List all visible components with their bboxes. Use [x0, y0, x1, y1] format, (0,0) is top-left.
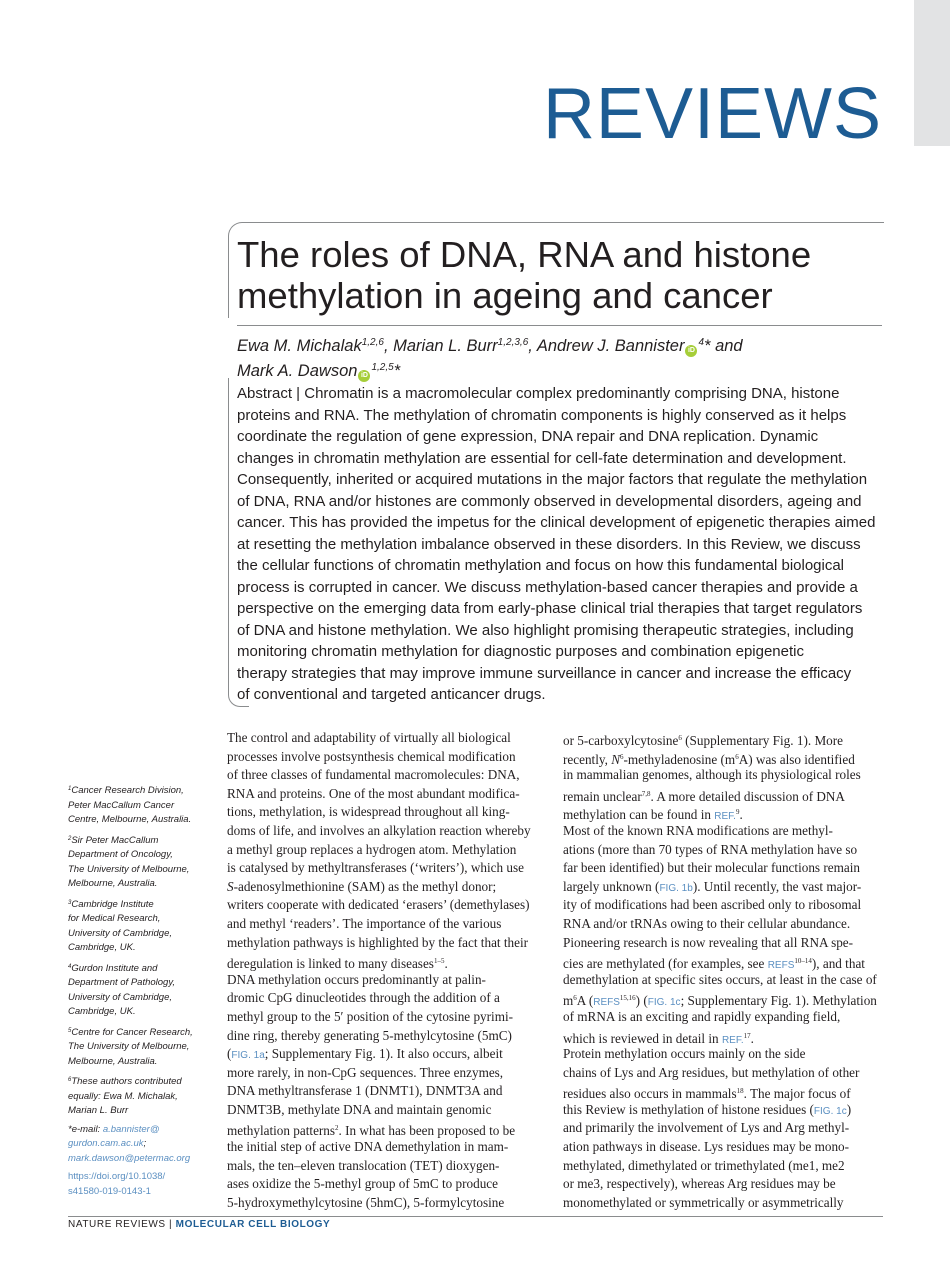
body-text: remain unclear [563, 788, 642, 804]
affiliation-line [68, 991, 213, 1006]
orcid-icon[interactable]: iD [358, 370, 370, 382]
doi-line[interactable]: s41580-019-0143-1 [68, 1185, 151, 1197]
affiliation-line [68, 832, 213, 849]
page-footer [68, 1219, 330, 1230]
affiliation-marker: 1,2,6 [361, 337, 384, 348]
figure-reference-link[interactable]: FIG. 1c [647, 997, 681, 1009]
body-line [563, 878, 883, 897]
body-line [227, 1119, 547, 1138]
figure-reference-link[interactable]: FIG. 1a [231, 1050, 265, 1062]
body-line [227, 785, 547, 804]
body-text: largely unknown ( [563, 878, 660, 894]
body-text: ation pathways in disease. Lys residues may be mono- [563, 1139, 850, 1155]
body-text: RNA and proteins. One of the most abundant modifica- [227, 785, 520, 801]
affiliation-number: 3 [68, 899, 72, 906]
body-line [227, 1138, 547, 1157]
affiliation-text: Cambridge Institute [71, 898, 154, 910]
affiliation-line [68, 976, 213, 991]
body-column-right [563, 729, 883, 1212]
body-text: . In what has been proposed to be [338, 1123, 516, 1139]
affiliation [68, 832, 213, 892]
body-text: the initial step of active DNA demethylation in mam- [227, 1139, 509, 1155]
body-text: m [563, 993, 574, 1009]
citation-superscript: 2 [335, 1124, 339, 1133]
title-divider [237, 325, 882, 326]
affiliation-line [68, 782, 213, 799]
body-line [227, 1008, 547, 1027]
body-text: is catalysed by methyltransferases (‘writers’), which use [227, 860, 524, 876]
body-text: . [739, 807, 743, 823]
body-text: dromic CpG dinucleotides through the addition of a [227, 990, 500, 1006]
body-line [563, 1175, 883, 1194]
email-separator: ; [143, 1138, 147, 1149]
body-text: ) ( [635, 993, 648, 1009]
affiliation-line [68, 813, 213, 828]
affiliation-text: Cambridge, UK. [68, 942, 136, 953]
email-link[interactable]: gurdon.cam.ac.uk [68, 1138, 144, 1149]
author-name: Marian L. Burr [393, 337, 498, 355]
affiliation-text: Peter MacCallum Cancer [68, 799, 175, 811]
affiliation-line [68, 848, 213, 863]
affiliation-line [68, 877, 213, 892]
body-text: cies are methylated (for examples, see [563, 956, 768, 972]
body-line [227, 1194, 547, 1213]
affiliation-line [68, 896, 213, 913]
body-line [563, 822, 883, 841]
body-text: chains of Lys and Arg residues, but methylation of other [563, 1064, 860, 1080]
body-line [563, 952, 883, 971]
body-text: The control and adaptability of virtually all biological [227, 730, 511, 745]
citation-superscript: 18 [736, 1087, 744, 1096]
body-text: or me3, respectively), whereas Arg residues may be [563, 1176, 836, 1192]
author-name: Mark A. Dawson [237, 362, 358, 380]
affiliation-line [68, 941, 213, 956]
affiliation-line [68, 927, 213, 942]
body-text: writers cooperate with dedicated ‘erasers’ (demethylases) [227, 897, 530, 913]
body-line [227, 934, 547, 953]
figure-reference-link[interactable]: REF. [721, 1034, 744, 1046]
body-text: methylation can be found in [563, 807, 715, 823]
correspondence-email [68, 1123, 213, 1167]
author-conjunction: and [715, 337, 743, 355]
body-text: . The major focus of [743, 1086, 851, 1102]
abstract-line: proteins and RNA. The methylation of chromatin components is highly conserved as it helps [237, 406, 847, 424]
affiliation-line [68, 799, 213, 814]
body-line [227, 971, 547, 990]
corresponding-marker: * [704, 337, 711, 355]
body-text: methyl group to the 5′ position of the cytosine pyrimi- [227, 1008, 514, 1024]
body-text: Pioneering research is now revealing that all RNA spe- [563, 934, 854, 950]
body-text: . A more detailed discussion of DNA [650, 788, 845, 804]
body-line [563, 1119, 883, 1138]
abstract-line: therapy strategies that may improve immune surveillance in cancer and increase the efficacy [237, 664, 852, 682]
body-line [563, 1027, 883, 1046]
body-text: A ( [576, 993, 594, 1009]
body-text: or 5-carboxylcytosine [563, 733, 679, 748]
body-text: in mammalian genomes, although its physiological roles [563, 767, 861, 783]
body-line [227, 896, 547, 915]
doi-line[interactable]: https://doi.org/10.1038/ [68, 1171, 166, 1182]
body-text: a methyl group replaces a hydrogen atom. Methylation [227, 841, 517, 857]
citation-superscript: 15,16 [619, 994, 636, 1003]
affiliation-text: Marian L. Burr [68, 1105, 129, 1116]
abstract-line: perspective on the emerging data from early-phase clinical trial therapies that target regulators [237, 600, 863, 617]
affiliations-sidebar [68, 782, 213, 1199]
body-text: tions, methylation, is widespread throughout all king- [227, 804, 510, 820]
body-line [227, 1045, 547, 1064]
body-line [563, 748, 883, 767]
body-line [227, 952, 547, 971]
affiliation-text: The University of Melbourne, [68, 863, 190, 875]
abstract-line: Abstract | Chromatin is a macromolecular complex predominantly comprising DNA, histone [237, 385, 840, 402]
body-text: ), and that [811, 956, 865, 972]
affiliation [68, 1073, 213, 1119]
affiliation-text: Centre for Cancer Research, [71, 1026, 193, 1038]
body-text: DNA methylation occurs predominantly at palin- [227, 971, 486, 987]
abstract-line: Consequently, inherited or acquired mutations in the major factors that regulate the methylation [237, 471, 868, 488]
affiliation-line [68, 1073, 213, 1090]
affiliation-text: Centre, Melbourne, Australia. [68, 814, 192, 825]
affiliation-marker: 1,2,3,6 [497, 337, 529, 348]
body-text: dine ring, thereby generating 5-methylcytosine (5mC) [227, 1027, 512, 1043]
section-header: REVIEWS [542, 74, 882, 154]
body-text: residues also occurs in mammals [563, 1086, 737, 1102]
author-name: Ewa M. Michalak [237, 337, 362, 355]
figure-reference-link[interactable]: REFS [593, 997, 620, 1009]
body-line [563, 1194, 883, 1213]
body-text: methylation pathways is highlighted by the fact that their [227, 934, 529, 950]
body-text: mals, the ten–eleven translocation (TET) dioxygen- [227, 1157, 500, 1173]
body-text: ) [846, 1101, 852, 1117]
affiliation-line [68, 1024, 213, 1041]
body-line [227, 822, 547, 841]
body-line [227, 1157, 547, 1176]
affiliation-text: for Medical Research, [68, 913, 161, 924]
body-text: methylated, dimethylated or trimethylated (me1, me2 [563, 1157, 845, 1173]
figure-reference-link[interactable]: REFS [767, 960, 795, 972]
body-line [227, 1175, 547, 1194]
title-line-2: methylation in ageing and cancer [237, 275, 773, 316]
figure-reference-link[interactable]: REF. [714, 811, 736, 823]
abstract-line: the cellular functions of chromatin methylation and focus on how this fundamental biological [237, 557, 845, 574]
affiliation-text: Cancer Research Division, [71, 785, 184, 796]
body-text: RNA and/or tRNAs owing to their cellular abundance. [563, 915, 851, 931]
abstract-line: of DNA and histone methylation. We also highlight promising therapeutic strategies, including [237, 621, 854, 639]
side-tab [914, 0, 950, 146]
abstract-line: of conventional and targeted anticancer drugs. [237, 686, 546, 703]
article-title [237, 234, 877, 316]
body-line [563, 729, 883, 748]
citation-superscript: 6 [620, 752, 624, 761]
corresponding-marker: * [393, 362, 401, 380]
body-text: methylation patterns [227, 1123, 336, 1139]
body-text: far been identified) but their molecular functions remain [563, 860, 860, 876]
body-line [563, 1138, 883, 1157]
affiliation-text: These authors contributed [71, 1076, 182, 1087]
body-line [563, 934, 883, 953]
body-text: this Review is methylation of histone residues ( [563, 1101, 814, 1117]
body-text: ; Supplementary Fig. 1). Methylation [680, 993, 877, 1009]
affiliation-text: Gurdon Institute and [71, 962, 158, 974]
abstract-line: of DNA, RNA and/or histones are commonly observed in developmental disorders, ageing and [237, 492, 862, 510]
body-text: doms of life, and involves an alkylation reaction whereby [227, 822, 531, 838]
body-line [563, 859, 883, 878]
affiliation-text: equally: Ewa M. Michalak, [68, 1090, 178, 1102]
body-line [227, 729, 547, 748]
citation-superscript: 10–14 [794, 957, 812, 966]
affiliation-number: 4 [68, 963, 72, 970]
body-line [227, 803, 547, 822]
italic-text: N [611, 751, 620, 767]
figure-reference-link[interactable]: FIG. 1b [659, 882, 693, 894]
affiliation-line [68, 912, 213, 927]
affiliation-text: Melbourne, Australia. [68, 1055, 158, 1067]
affiliation [68, 896, 213, 956]
body-line [563, 785, 883, 804]
body-text: which is reviewed in detail in [563, 1030, 722, 1046]
body-text: processes involve postsynthesis chemical modification [227, 748, 516, 764]
body-text: -adenosylmethionine (SAM) as the methyl donor; [233, 878, 497, 894]
citation-superscript: 1–5 [433, 957, 445, 966]
body-line [563, 841, 883, 860]
body-line [227, 841, 547, 860]
body-line [563, 1064, 883, 1083]
body-line [563, 1101, 883, 1120]
affiliation-text: Sir Peter MacCallum [71, 834, 159, 846]
body-text: DNA methyltransferase 1 (DNMT1), DNMT3A and [227, 1083, 503, 1099]
body-line [563, 766, 883, 785]
body-text: more rarely, in non-CpG sequences. Three enzymes, [227, 1064, 504, 1080]
body-text: ases oxidize the 5-methyl group of 5mC to produce [227, 1176, 499, 1192]
citation-superscript: 17 [743, 1031, 751, 1040]
body-text: demethylation at specific sites occurs, at least in the case of [563, 971, 877, 987]
affiliation-line [68, 1005, 213, 1020]
body-line [227, 1027, 547, 1046]
body-text: ity of modifications had been ascribed only to ribosomal [563, 897, 862, 913]
affiliation-text: University of Cambridge, [68, 991, 173, 1003]
body-text: ations (more than 70 types of RNA methylation have so [563, 841, 858, 857]
affiliation [68, 782, 213, 828]
body-line [563, 896, 883, 915]
affiliation-number: 1 [68, 786, 72, 792]
body-line [563, 1082, 883, 1101]
body-line [227, 989, 547, 1008]
body-line [563, 971, 883, 990]
body-text: and primarily the involvement of Lys and Arg methyl- [563, 1120, 850, 1136]
body-text: Most of the known RNA modifications are methyl- [563, 822, 833, 838]
affiliation-text: Cambridge, UK. [68, 1006, 136, 1017]
affiliation [68, 1024, 213, 1070]
body-text: and methyl ‘readers’. The importance of the various [227, 915, 502, 931]
body-text: (Supplementary Fig. 1). More [681, 733, 844, 748]
affiliation-number: 5 [68, 1027, 72, 1034]
body-line [227, 859, 547, 878]
affiliation-line [68, 1040, 213, 1055]
abstract-line: changes in chromatin methylation are essential for cell-fate determination and development. [237, 449, 847, 467]
abstract-line: cancer. This has provided the impetus for the clinical development of epigenetic therapies aimed [237, 514, 876, 531]
orcid-icon[interactable]: iD [685, 345, 697, 357]
body-line [227, 1082, 547, 1101]
affiliation-number: 6 [68, 1077, 72, 1083]
body-text: DNMT3B, methylate DNA and maintain genomic [227, 1101, 492, 1117]
body-line [563, 803, 883, 822]
author-name: Andrew J. Bannister [536, 337, 685, 355]
body-line [227, 766, 547, 785]
body-column-left [227, 729, 547, 1212]
citation-superscript: 9 [735, 808, 740, 817]
email-link[interactable]: mark.dawson@petermac.org [68, 1152, 191, 1164]
citation-superscript: 6 [735, 752, 739, 761]
affiliation-line [68, 863, 213, 878]
affiliation-list [68, 782, 213, 1119]
affiliation-text: University of Cambridge, [68, 927, 173, 939]
affiliation-line [68, 960, 213, 977]
abstract-line: at resetting the methylation imbalance observed in these disorders. In this Review, we discuss [237, 535, 861, 553]
affiliation-text: Department of Pathology, [68, 977, 176, 988]
body-text: 5-hydroxymethylcytosine (5hmC), 5-formylcytosine [227, 1194, 505, 1210]
abstract-line: monitoring chromatin methylation for diagnostic purposes and combination epigenetic [237, 643, 804, 660]
body-line [227, 748, 547, 767]
body-line [563, 1008, 883, 1027]
citation-superscript: 7,8 [641, 789, 651, 798]
affiliation-text: Melbourne, Australia. [68, 878, 158, 889]
author-list: Ewa M. Michalak$^{1,2,6}$, Marian L. Burr$^{1,2,3,6}$, Andrew J. Bannister $iD^4*$ and Mark A. Dawson iD$^{1,2,5}$* [237, 337, 743, 380]
footer-separator: | [165, 1219, 176, 1230]
body-text: monomethylated or symmetrically or asymmetrically [563, 1194, 844, 1210]
body-text: ). Until recently, the vast major- [692, 878, 862, 894]
affiliation-line [68, 1104, 213, 1119]
italic-text: S [227, 878, 234, 894]
citation-superscript: 6 [678, 734, 682, 742]
affiliation-number: 2 [68, 835, 72, 842]
email-link[interactable]: a.bannister@ [102, 1123, 160, 1135]
affiliation-marker: 4 [698, 337, 705, 348]
body-line [563, 1045, 883, 1064]
abstract-line: coordinate the regulation of gene expression, DNA repair and DNA replication. Dynamic [237, 428, 819, 445]
body-text: . [444, 956, 448, 972]
body-line [227, 1101, 547, 1120]
email-label: *e-mail: [68, 1123, 103, 1135]
footer-journal: MOLECULAR CELL BIOLOGY [175, 1219, 331, 1230]
footer-divider [68, 1216, 883, 1217]
doi-link[interactable] [68, 1170, 213, 1199]
body-text: A) was also identified [738, 751, 855, 767]
body-line [563, 989, 883, 1008]
affiliation [68, 960, 213, 1020]
body-text: of mRNA is an exciting and rapidly expanding field, [563, 1008, 841, 1024]
body-line [563, 915, 883, 934]
body-line [227, 915, 547, 934]
body-line [227, 1064, 547, 1083]
affiliation-text: Department of Oncology, [68, 849, 173, 860]
body-line [563, 1157, 883, 1176]
affiliation-line [68, 1055, 213, 1070]
abstract [237, 383, 887, 706]
title-line-1: The roles of DNA, RNA and histone [237, 234, 812, 275]
body-text: -methyladenosine (m [623, 751, 736, 767]
abstract-line: process is corrupted in cancer. We discuss methylation-based cancer therapies and provide a [237, 578, 858, 596]
citation-superscript: 6 [573, 994, 577, 1003]
body-text: deregulation is linked to many diseases [227, 956, 434, 972]
body-text: . [750, 1030, 754, 1046]
body-text: ( [227, 1046, 232, 1062]
body-text: recently, [563, 751, 612, 767]
body-text: Protein methylation occurs mainly on the side [563, 1046, 806, 1062]
body-text: ; Supplementary Fig. 1). It also occurs, albeit [264, 1046, 503, 1062]
affiliation-text: The University of Melbourne, [68, 1041, 190, 1052]
body-line [227, 878, 547, 897]
affiliation-line [68, 1090, 213, 1105]
footer-brand: NATURE REVIEWS [68, 1219, 166, 1230]
affiliation-marker: 1,2,5 [371, 362, 394, 373]
body-text: of three classes of fundamental macromolecules: DNA, [227, 767, 520, 783]
figure-reference-link[interactable]: FIG. 1c [813, 1105, 847, 1117]
